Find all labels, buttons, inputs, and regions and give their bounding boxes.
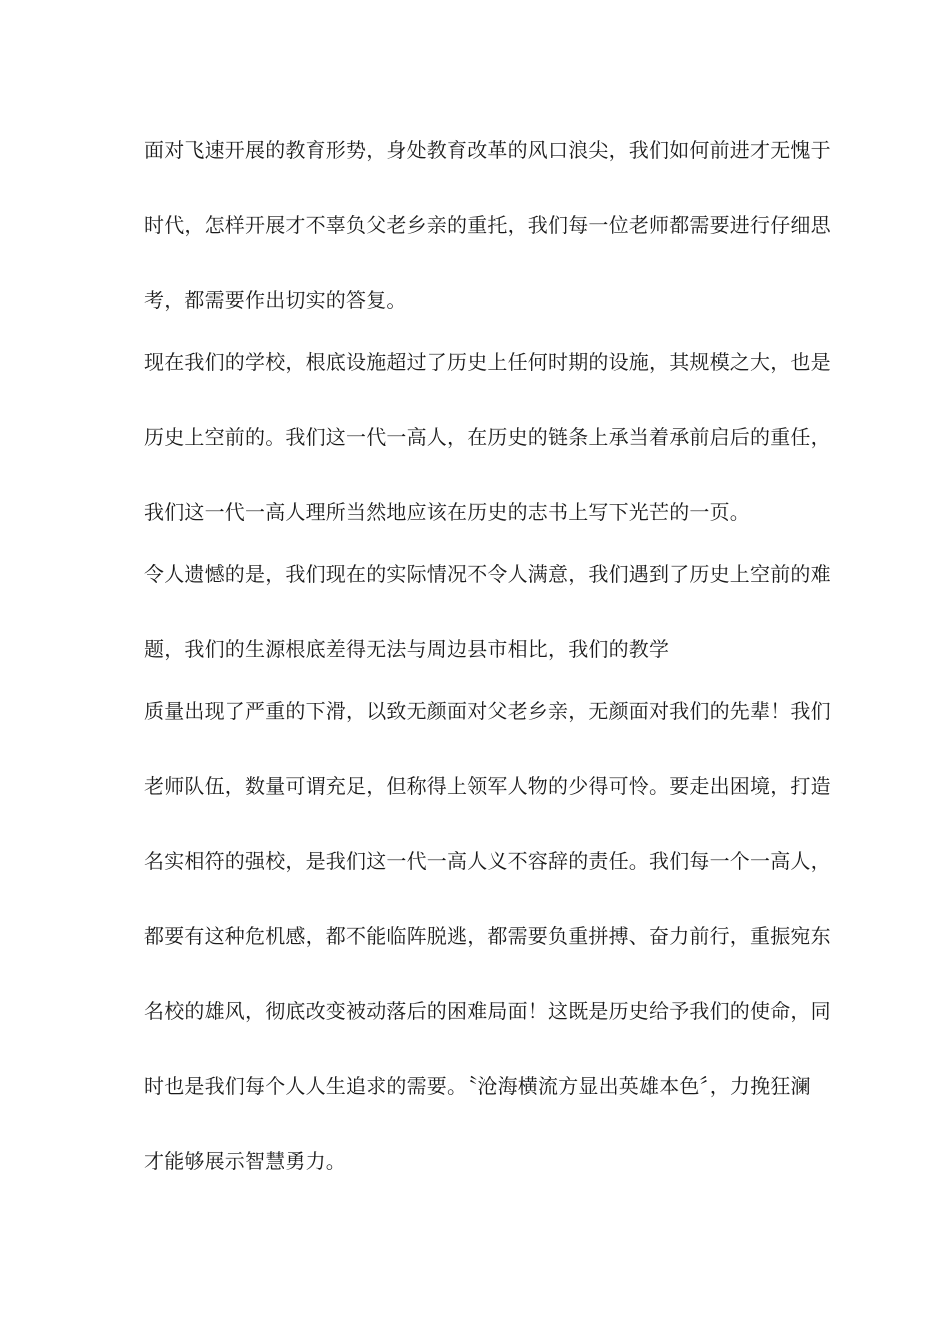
text-line: 名实相符的强校，是我们这一代一高人义不容辞的责任。我们每一个一高人，: [144, 849, 831, 873]
text-line: 质量出现了严重的下滑，以致无颜面对父老乡亲，无颜面对我们的先辈！我们: [144, 699, 831, 723]
text-line: 时也是我们每个人人生追求的需要。〝沧海横流方显出英雄本色〞，力挽狂澜: [144, 1074, 811, 1098]
text-line: 面对飞速开展的教育形势，身处教育改革的风口浪尖，我们如何前进才无愧于: [144, 138, 831, 162]
text-line: 现在我们的学校，根底设施超过了历史上任何时期的设施，其规模之大，也是: [144, 350, 831, 374]
text-line: 题，我们的生源根底差得无法与周边县市相比，我们的教学: [144, 637, 670, 661]
text-line: 老师队伍，数量可谓充足，但称得上领军人物的少得可怜。要走出困境，打造: [144, 774, 831, 798]
text-line: 才能够展示智慧勇力。: [144, 1149, 346, 1173]
text-line: 历史上空前的。我们这一代一高人，在历史的链条上承当着承前启后的重任，: [144, 425, 831, 449]
text-line: 名校的雄风，彻底改变被动落后的困难局面！这既是历史给予我们的使命，同: [144, 999, 831, 1023]
text-line: 我们这一代一高人理所当然地应该在历史的志书上写下光芒的一页。: [144, 500, 750, 524]
text-line: 时代，怎样开展才不辜负父老乡亲的重托，我们每一位老师都需要进行仔细思: [144, 213, 831, 237]
text-line: 令人遗憾的是，我们现在的实际情况不令人满意，我们遇到了历史上空前的难: [144, 562, 831, 586]
text-line: 考，都需要作出切实的答复。: [144, 288, 407, 312]
text-line: 都要有这种危机感，都不能临阵脱逃，都需要负重拼搏、奋力前行，重振宛东: [144, 924, 831, 948]
